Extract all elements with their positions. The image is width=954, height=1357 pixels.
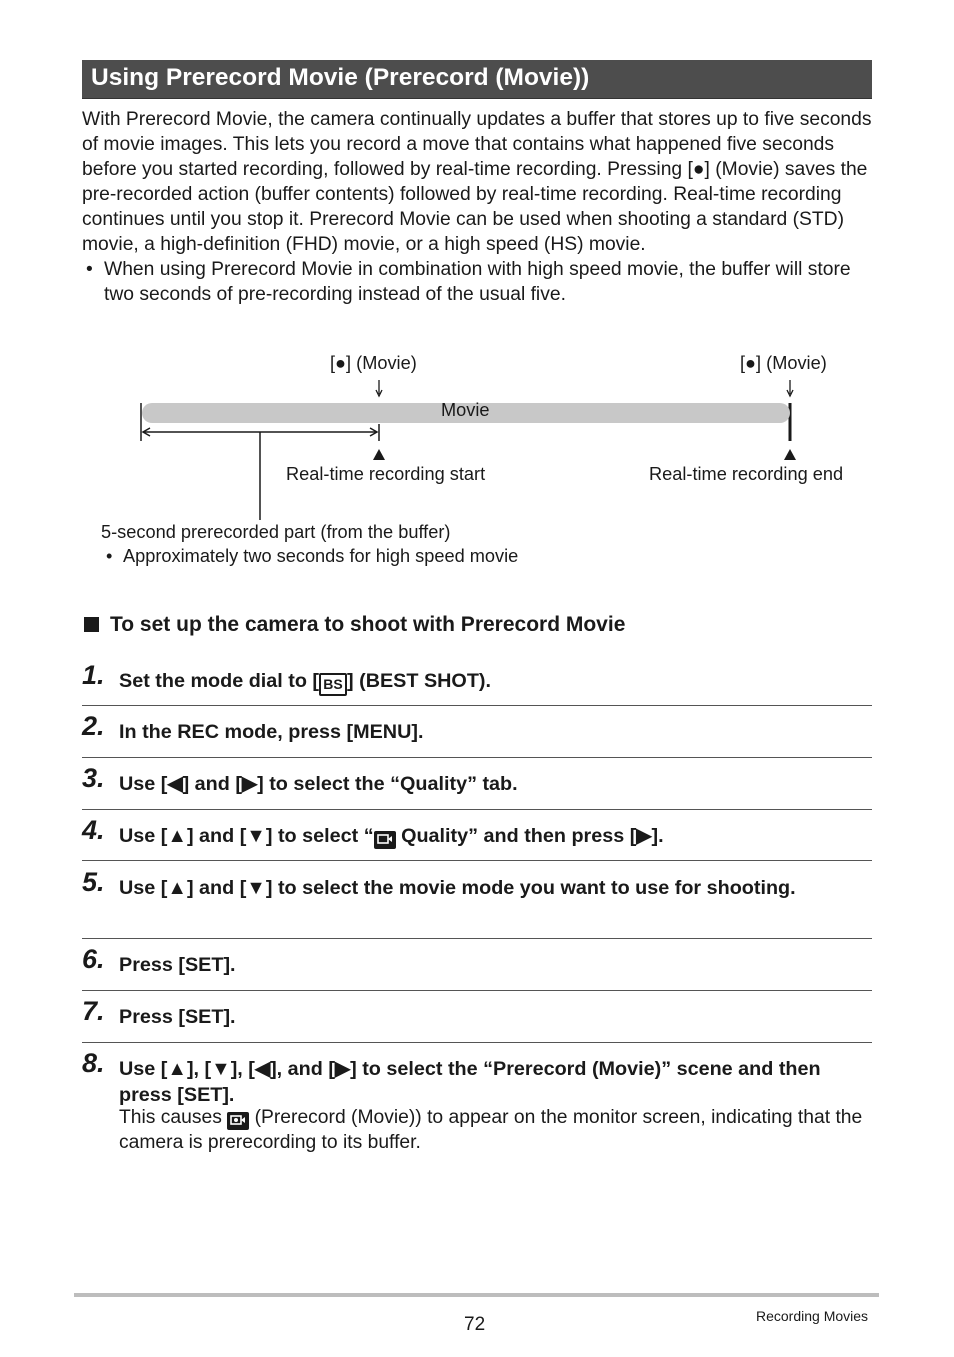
step-number: 8. xyxy=(82,1048,105,1078)
procedure-heading xyxy=(84,613,625,637)
movie-quality-icon xyxy=(374,831,396,849)
step-text-post: Quality” and then press [▶]. xyxy=(395,825,664,847)
step-number: 6. xyxy=(82,944,105,974)
step-number: 5. xyxy=(82,867,105,897)
step-text: Use [▲] and [▼] to select the movie mode you want to use for shooting. xyxy=(119,877,796,899)
step-divider xyxy=(82,1042,872,1043)
prerecorded-part-label: 5-second prerecorded part (from the buffer) xyxy=(101,522,451,542)
section-title-bar xyxy=(82,60,872,99)
square-bullet-icon xyxy=(84,617,99,632)
step-divider xyxy=(82,938,872,939)
note-text-post: (Prerecord (Movie)) to appear on the monitor screen, indicating that the camera is prerecording to its buffer. xyxy=(119,1107,863,1153)
intro-paragraph: With Prerecord Movie, the camera continually updates a buffer that stores up to five seconds of movie images. This lets you record a move that contains what happened five seconds before you started recording, followed by real-time recording. Pressing [●] (Movie) saves the pre-recorded action (buffer contents) followed by real-time recording. Real-time recording continues until you stop it. Prerecord Movie can be used when shooting a standard (STD) movie, a high-definition (FHD) movie, or a high speed (HS) movie. xyxy=(82,109,872,255)
note-text-pre: This causes xyxy=(119,1107,228,1128)
step-number: 1. xyxy=(82,660,105,690)
intro-bullet-text: When using Prerecord Movie in combination with high speed movie, the buffer will store two seconds of pre-recording instead of the usual five. xyxy=(104,259,851,305)
intro-bullet xyxy=(82,257,872,307)
movie-button-start-label: [●] (Movie) xyxy=(330,353,417,373)
bullet-mark: • xyxy=(86,259,93,280)
movie-button-end-label: [●] (Movie) xyxy=(740,353,827,373)
step-text: Press [SET]. xyxy=(119,954,236,976)
step-number: 2. xyxy=(82,711,105,741)
prerecord-movie-icon xyxy=(227,1112,249,1130)
step-text: In the REC mode, press [MENU]. xyxy=(119,721,424,743)
high-speed-bullet-mark: • xyxy=(106,546,113,566)
step-text-pre: Use [▲] and [▼] to select “ xyxy=(119,825,374,847)
step-divider xyxy=(82,860,872,861)
realtime-start-label: Real-time recording start xyxy=(286,464,486,484)
step-8-note xyxy=(119,1105,869,1155)
step-divider xyxy=(82,990,872,991)
procedure-heading-text: To set up the camera to shoot with Prerecord Movie xyxy=(110,613,626,636)
step-number: 7. xyxy=(82,996,105,1026)
step-text xyxy=(119,823,869,849)
step-text: Use [▲], [▼], [◀], and [▶] to select the “Prerecord (Movie)” scene and then press [SET]. xyxy=(119,1058,821,1106)
footer-section-name: Recording Movies xyxy=(756,1308,869,1324)
realtime-end-label: Real-time recording end xyxy=(649,464,844,484)
movie-bar-label: Movie xyxy=(441,400,490,420)
step-divider xyxy=(82,757,872,758)
page-number: 72 xyxy=(464,1314,486,1335)
step-text xyxy=(119,668,869,696)
step-text: Use [◀] and [▶] to select the “Quality” tab. xyxy=(119,773,518,795)
high-speed-note: Approximately two seconds for high speed movie xyxy=(123,546,519,566)
step-text: Press [SET]. xyxy=(119,1006,236,1028)
step-number: 3. xyxy=(82,763,105,793)
step-divider xyxy=(82,809,872,810)
step-text-pre: Set the mode dial to [ xyxy=(119,670,320,692)
step-divider xyxy=(82,705,872,706)
step-text-post: ] (BEST SHOT). xyxy=(347,670,491,692)
step-number: 4. xyxy=(82,815,105,845)
intro-text xyxy=(82,107,872,307)
section-title: Using Prerecord Movie (Prerecord (Movie)) xyxy=(91,64,590,91)
footer-divider xyxy=(74,1293,879,1297)
best-shot-icon: BS xyxy=(319,673,347,696)
